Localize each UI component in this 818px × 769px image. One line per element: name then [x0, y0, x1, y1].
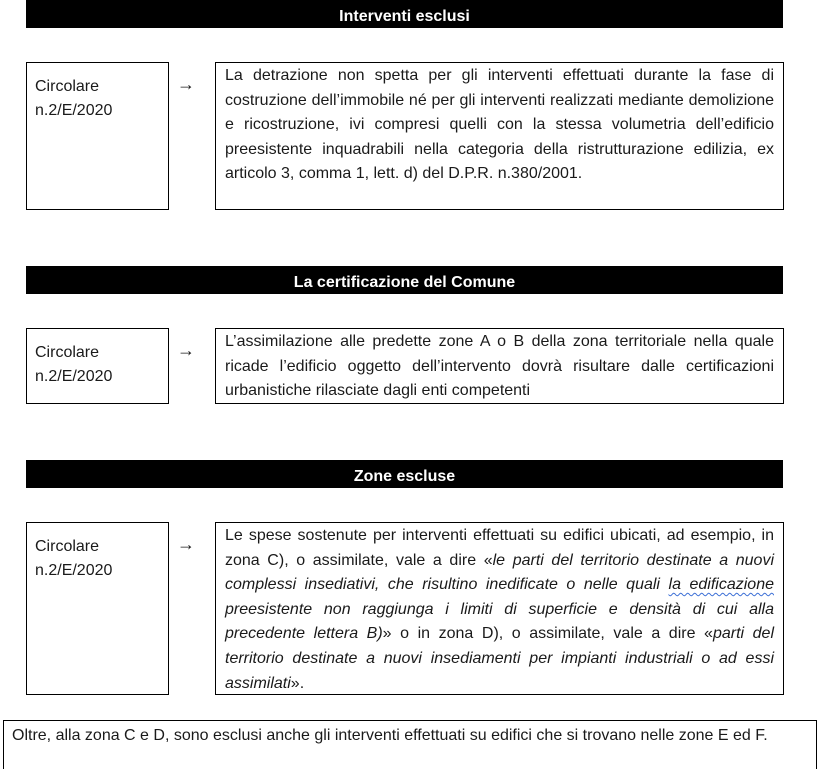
description-text: La detrazione non spetta per gli interventi effettuati durante la fase di costruzione dell’immobile né per gli interventi realizzati mediante demolizione e ricostruzione, ivi compresi quelli con la stessa volumetria dell’edificio preesistente inquadrabili nella categoria della ristrutturazione edilizia, ex articolo 3, comma 1, lett. d) del D.P.R. n.380/2001. — [225, 67, 774, 183]
source-reference: n.2/E/2020 — [35, 368, 113, 385]
source-label: Circolare — [35, 78, 100, 95]
footer-note-text: Oltre, alla zona C e D, sono esclusi anche gli interventi effettuati su edifici che si trovano nelle zone E ed F. — [12, 727, 768, 744]
description-box — [215, 62, 784, 210]
right-arrow-icon: → — [177, 74, 195, 94]
section-heading-zone-escluse — [26, 460, 783, 488]
quoted-definition-zone-d: parti del territorio destinate a nuovi insediamenti per impianti industriali o ad essi assimilati — [225, 625, 774, 692]
description-text: Le spese sostenute per interventi effettuati su edifici ubicati, ad esempio, in zona C), o assimilate, vale a dire « — [225, 527, 774, 569]
quoted-definition-zone-c: le parti del territorio destinate a nuovi complessi insediativi, che risultino inedificate o nelle quali — [225, 551, 774, 594]
source-box — [26, 522, 169, 695]
right-arrow-icon: → — [177, 534, 195, 554]
description-box — [215, 522, 784, 695]
description-text: » o in zona D), o assimilate, vale a dire « — [382, 625, 713, 643]
footer-note-box — [3, 720, 817, 769]
source-reference: n.2/E/2020 — [35, 102, 113, 119]
source-label: Circolare — [35, 538, 100, 555]
source-box — [26, 328, 169, 404]
description-box — [215, 328, 784, 404]
description-text: ». — [290, 674, 305, 692]
description-text: L’assimilazione alle predette zone A o B della zona territoriale nella quale ricade l’edificio oggetto dell’intervento dovrà risultare dalle certificazioni urbanistiche rilasciate dagli enti competenti — [225, 333, 774, 400]
section-heading-text: La certificazione del Comune — [293, 274, 516, 291]
right-arrow-icon: → — [177, 340, 195, 360]
section-heading-certificazione — [26, 266, 783, 294]
source-box — [26, 62, 169, 210]
spellcheck-flagged-text: la edificazione — [668, 576, 774, 594]
source-reference: n.2/E/2020 — [35, 562, 113, 579]
quoted-definition-zone-c-end: preesistente non raggiunga i limiti di superficie e densità di cui alla precedente lettera B) — [225, 600, 774, 643]
section-heading-text: Interventi esclusi — [339, 8, 470, 25]
section-heading-text: Zone escluse — [353, 468, 456, 485]
section-heading-interventi-esclusi — [26, 0, 783, 28]
source-label: Circolare — [35, 344, 100, 361]
